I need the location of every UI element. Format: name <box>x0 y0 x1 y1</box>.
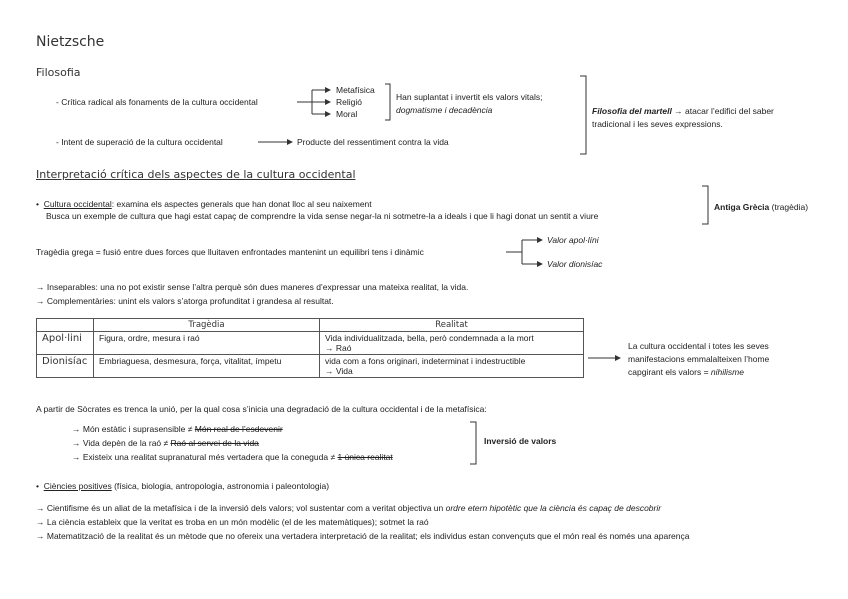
ciencies-line-1-prefix: → Cientifisme és un aliat de la metafísica i de la inversió dels valors; vol sustentar com a veritat objectiva un <box>36 503 446 513</box>
inversion-item-text: → Vida depèn de la raó ≠ <box>72 438 171 448</box>
supplanted-text: Han suplantat i invertit els valors vitals; <box>396 92 543 102</box>
ciencies-term: Ciències positives <box>43 481 112 491</box>
table-row <box>37 332 584 355</box>
valor-dionisiac: Valor dionisíac <box>547 259 603 269</box>
complementaries-text: → Complementàries: unint els valors s’atorga profunditat i grandesa al resultat. <box>36 296 334 306</box>
side-text-2: manifestacions emmalalteixen l’home <box>628 354 770 364</box>
cultura-text: : examina els aspectes generals que han donat lloc al seu naixement <box>111 199 372 209</box>
table-header-tragedia: Tragèdia <box>94 319 320 332</box>
grecia-label <box>714 202 808 212</box>
table-header-empty <box>37 319 94 332</box>
ciencies-line-1-italic: ordre etern hipotètic que la ciència és capaç de descobrir <box>445 503 662 513</box>
socrates-intro: A partir de Sòcrates es trenca la unió, per la qual cosa s’inicia una degradació de la cultura occidental i de la metafísica: <box>36 404 487 414</box>
cell-tragedia-dionisiac: Embriaguesa, desmesura, força, vitalitat, ímpetu <box>94 355 320 378</box>
tragedia-text: Tragèdia grega = fusió entre dues forces que lluitaven enfrontades mantenint un equilibri tens i dinàmic <box>36 247 424 257</box>
realitat-dionisiac-vida: → Vida <box>325 366 353 376</box>
inversion-item-text: → Existeix una realitat supranatural més vertadera que la coneguda ≠ <box>72 452 338 462</box>
martell-text-2: tradicional i les seves expressions. <box>592 119 723 129</box>
inversion-item-struck: Món real de l’esdevenir <box>194 424 283 434</box>
martell-line <box>592 106 774 116</box>
cultura-line2: Busca un exemple de cultura que hagi estat capaç de comprendre la vida sense negar-la ni sotmetre-la a ideals i que li hagi donat un sentit a viure <box>46 211 599 221</box>
realitat-apolini-text: Vida individualitzada, bella, però condemnada a la mort <box>325 333 534 343</box>
page-title: Nietzsche <box>36 34 105 50</box>
bullet-dot: • <box>36 199 44 209</box>
cultura-term: Cultura occidental <box>43 199 112 209</box>
side-text-1: La cultura occidental i totes les seves <box>628 341 769 351</box>
inversion-item-1 <box>72 424 283 434</box>
comparison-table <box>36 318 584 378</box>
filosofia-heading: Filosofia <box>36 66 81 79</box>
critica-text: - Crítica radical als fonaments de la cultura occidental <box>56 97 258 107</box>
cell-tragedia-apolini: Figura, ordre, mesura i raó <box>94 332 320 355</box>
inversio-label: Inversió de valors <box>484 436 557 446</box>
side-text-3 <box>628 367 744 377</box>
inseparables-text: → Inseparables: una no pot existir sense l’altra perquè són dues maneres d’expressar una mateixa realitat, la vida. <box>36 282 469 292</box>
bullet-dot: • <box>36 481 44 491</box>
cell-realitat-dionisiac <box>320 355 584 378</box>
martell-label: Filosofia del martell → <box>592 106 683 116</box>
cultura-bullet <box>36 199 372 209</box>
martell-text: atacar l’edifici del saber <box>682 106 774 116</box>
realitat-apolini-rao: → Raó <box>325 343 352 353</box>
table-header-realitat: Realitat <box>320 319 584 332</box>
ciencies-line-1 <box>36 503 661 513</box>
table-header-row <box>37 319 584 332</box>
valor-apolini: Valor apol·líni <box>547 235 599 245</box>
ciencies-line-3: → Matematització de la realitat és un mètode que no ofereix una vertadera interpretació de la realitat; els individus estan convençuts que el món real és només una aparença <box>36 531 690 541</box>
realitat-dionisiac-text: vida com a fons originari, indeterminat i indestructible <box>325 356 526 366</box>
inversion-item-struck: 1 única realitat <box>337 452 393 462</box>
inversion-item-2 <box>72 438 259 448</box>
filosofia-bracket <box>580 76 586 154</box>
row-label-apolini: Apol·lini <box>37 332 94 355</box>
intent-text: - Intent de superació de la cultura occidental <box>56 137 223 147</box>
producte-text: Producte del ressentiment contra la vida <box>297 137 449 147</box>
grecia-rest: (tragèdia) <box>769 202 809 212</box>
grecia-bold: Antiga Grècia <box>714 202 770 212</box>
inversion-item-struck: Raó al servei de la vida <box>170 438 259 448</box>
table-row <box>37 355 584 378</box>
inversion-item-text: → Món estàtic i suprasensible ≠ <box>72 424 195 434</box>
cultura-bracket <box>702 186 708 224</box>
side-text-3-prefix: capgirant els valors = <box>628 367 711 377</box>
targets-bracket <box>385 84 390 120</box>
ciencies-bullet <box>36 481 329 491</box>
target-religio: Religió <box>336 97 362 107</box>
inversio-bracket <box>470 422 476 464</box>
cell-realitat-apolini <box>320 332 584 355</box>
target-moral: Moral <box>336 109 358 119</box>
target-metafisica: Metafísica <box>336 85 375 95</box>
supplanted-italic: dogmatisme i decadència <box>396 105 493 115</box>
interpretacio-heading: Interpretació crítica dels aspectes de la cultura occidental <box>36 168 356 181</box>
inversion-item-3 <box>72 452 393 462</box>
ciencies-rest: (física, biologia, antropologia, astronomia i paleontologia) <box>111 481 330 491</box>
nihilisme-text: nihilisme <box>710 367 744 377</box>
ciencies-line-2: → La ciència estableix que la veritat es troba en un món modèlic (el de les matemàtiques); sotmet la raó <box>36 517 429 527</box>
row-label-dionisiac: Dionisíac <box>37 355 94 378</box>
